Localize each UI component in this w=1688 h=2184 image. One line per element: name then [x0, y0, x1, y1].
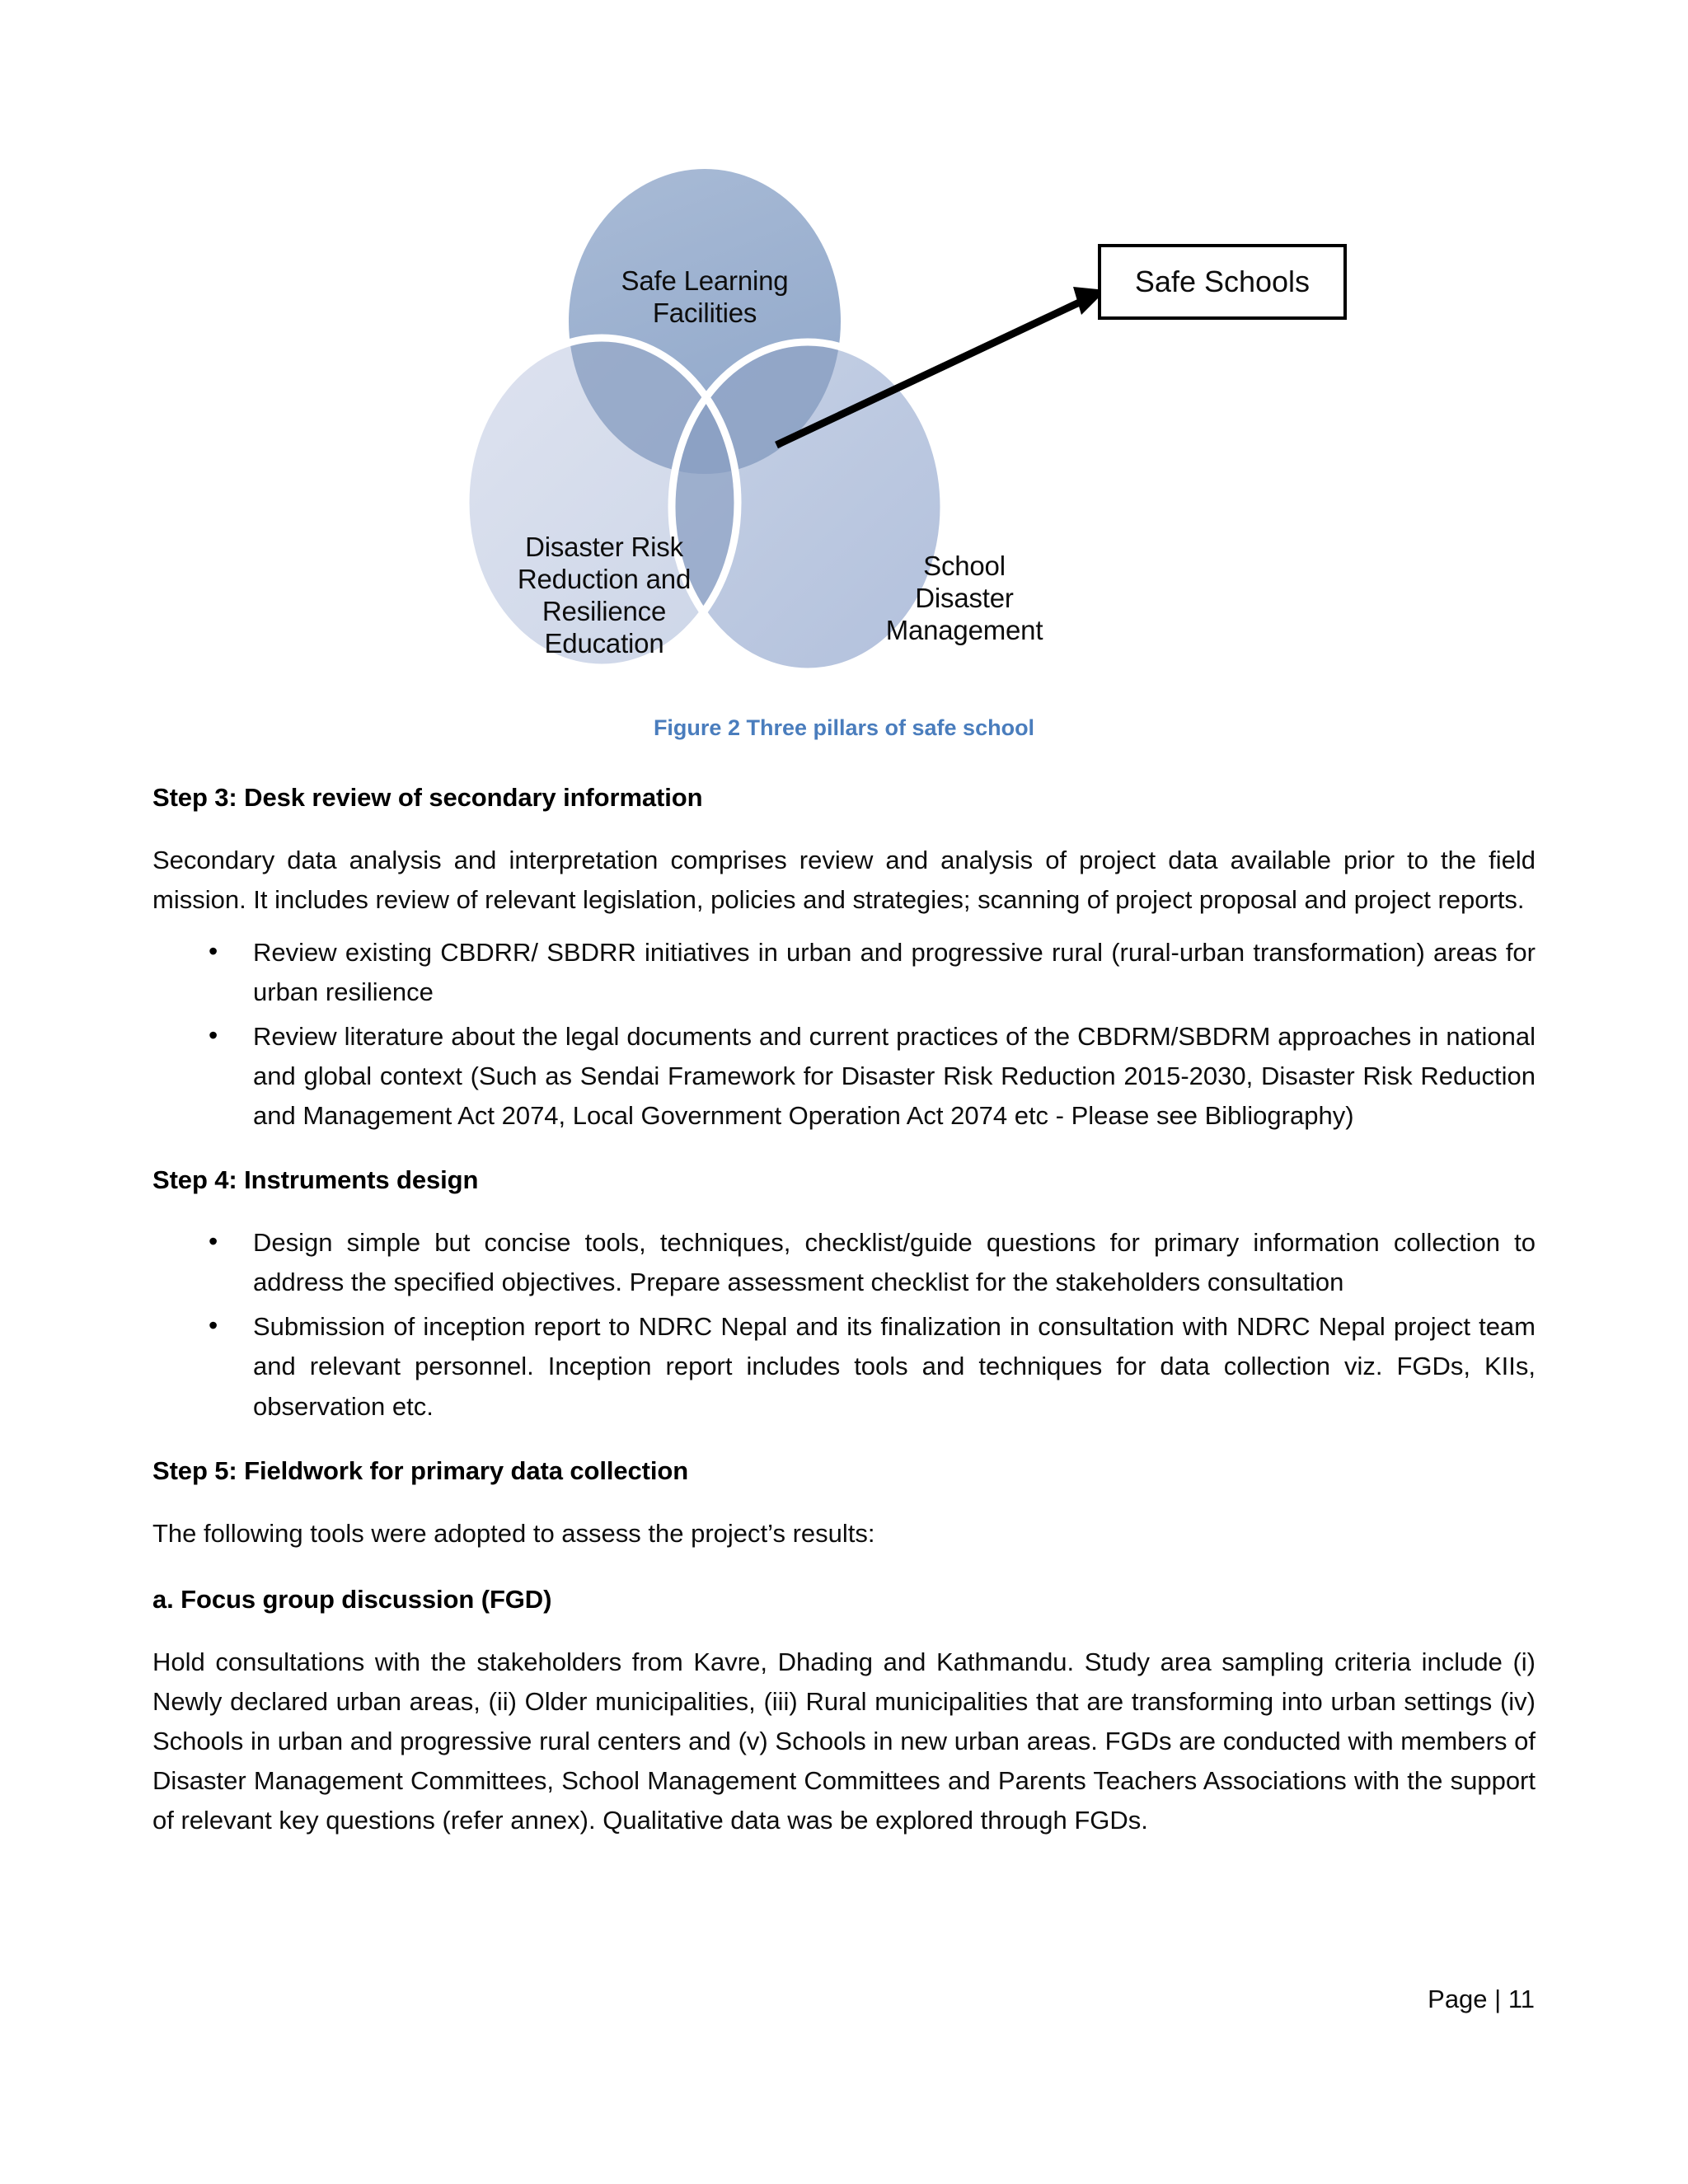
- bullet-list-step-3: [152, 933, 1536, 1136]
- paragraph-fgd: Hold consultations with the stakeholders from Kavre, Dhading and Kathmandu. Study area sampling criteria include (i) Newly declared urban areas, (ii) Older municipalities, (iii) Rural municipalities that are transforming into urban settings (iv) Schools in urban and progressive rural centers and (v) Schools in new urban areas. FGDs are conducted with members of Disaster Management Committees, School Management Committees and Parents Teachers Associations with the support of relevant key questions (refer annex). Qualitative data was be explored through FGDs.: [152, 1647, 1536, 1835]
- page-footer: Page | 11: [1428, 1985, 1535, 2013]
- figure-2-block: [0, 0, 1688, 740]
- list-item: • Review existing CBDRR/ SBDRR initiatives in urban and progressive rural (rural-urban transformation) areas for urban resilience: [152, 933, 1536, 1012]
- paragraph-step-5: The following tools were adopted to assess the project’s results:: [152, 1518, 875, 1548]
- document-body: [152, 783, 1536, 1854]
- figure-caption: Figure 2 Three pillars of safe school: [653, 715, 1035, 740]
- venn-label-safe-learning-facilities: [569, 265, 841, 330]
- heading-step-3: Step 3: Desk review of secondary information: [152, 783, 703, 812]
- venn-label-school-disaster-management: [837, 551, 1092, 647]
- venn-label-drr-resilience-education: [468, 532, 740, 660]
- heading-step-4: Step 4: Instruments design: [152, 1165, 479, 1195]
- venn-label-line: School: [923, 551, 1006, 581]
- venn-label-line: Reduction and: [517, 563, 692, 594]
- venn-label-line: Safe Learning: [621, 265, 789, 296]
- venn-label-line: Education: [544, 627, 664, 658]
- venn-label-line: Disaster: [915, 582, 1014, 613]
- venn-label-line: Facilities: [652, 297, 757, 328]
- safe-schools-box: [1098, 244, 1347, 320]
- venn-label-line: Resilience: [542, 595, 667, 626]
- heading-step-5: Step 5: Fieldwork for primary data collection: [152, 1455, 689, 1485]
- list-item: • Review literature about the legal documents and current practices of the CBDRM/SBDRM approaches in national and global context (Such as Sendai Framework for Disaster Risk Reduction 2015-2030, Disaster Risk Reduction and Management Act 2074, Local Government Operation Act 2074 etc - Please see Bibliography): [152, 1017, 1536, 1136]
- venn-label-line: Disaster Risk: [525, 532, 683, 562]
- list-item last: • Submission of inception report to NDRC Nepal and its finalization in consultation with NDRC Nepal project team and relevant personnel. Inception report includes tools and techniques for data collection viz. FGDs, KIIs, observation etc.: [152, 1307, 1536, 1426]
- list-item: • Design simple but concise tools, techniques, checklist/guide questions for primary information collection to address the specified objectives. Prepare assessment checklist for the stakeholders consultation: [152, 1223, 1536, 1302]
- paragraph-step-3: Secondary data analysis and interpretation comprises review and analysis of project data available prior to the field mission. It includes review of relevant legislation, policies and strategies; scanning of project proposal and project reports.: [152, 846, 1536, 915]
- bullet-list-step-4: [152, 1223, 1536, 1426]
- safe-schools-label: Safe Schools: [1134, 265, 1311, 298]
- venn-label-line: Management: [885, 614, 1043, 645]
- heading-fgd: a. Focus group discussion (FGD): [152, 1584, 552, 1614]
- venn-diagram: [462, 132, 1154, 709]
